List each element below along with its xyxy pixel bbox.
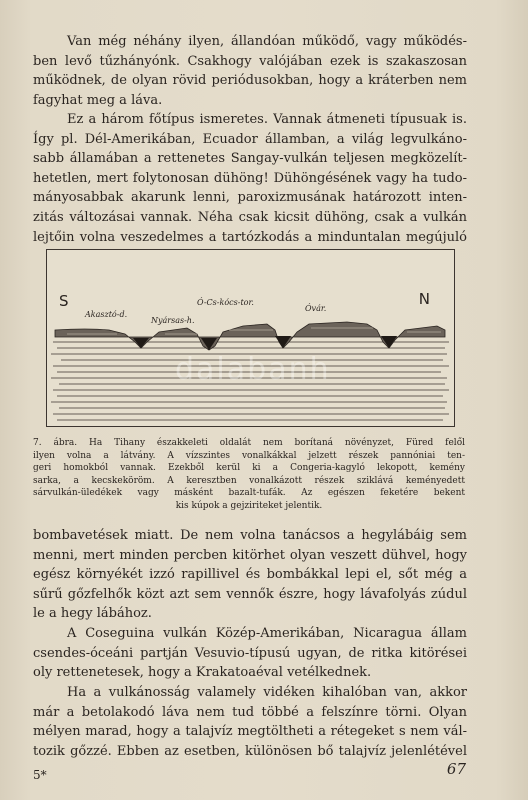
text-line: Ez a három főtípus ismeretes. Vannak átmeneti típusuak is. <box>67 112 467 127</box>
text-line: le a hegy lábához. <box>33 606 152 622</box>
signature-mark: 5* <box>33 768 47 782</box>
text-line: fagyhat meg a láva. <box>33 92 163 108</box>
figure-label-south: S <box>59 292 69 310</box>
caption-line: geri homokból vannak. Ezekből kerül ki a Congeria-kagyló lekopott, kemény <box>33 463 465 474</box>
text-line: A Coseguina vulkán Közép-Amerikában, Nicaragua állam <box>67 626 467 641</box>
tihany-cross-section-drawing <box>47 250 454 426</box>
text-line: oly rettenetesek, hogy a Krakatoaéval vetélkednek. <box>33 665 372 681</box>
paragraph-4 <box>33 624 467 683</box>
text-line: Van még néhány ilyen, állandóan működő, vagy működés- <box>67 34 467 49</box>
caption-line: kis kúpok a gejziriteket jelentik. <box>175 500 323 511</box>
watermark: dalabanh <box>175 352 331 387</box>
figure-tihany-profile <box>46 249 455 427</box>
figure-place-name: Akasztó-d. <box>85 310 128 319</box>
paragraph-2 <box>33 110 467 247</box>
text-line: tozik gőzzé. Ebben az esetben, különösen bő talajvíz jelenlétével <box>33 743 467 759</box>
caption-line: sarka, a kecskeköröm. A keresztben vonalkázott részek sziklává keményedett <box>33 475 465 486</box>
figure-caption <box>33 437 465 513</box>
figure-place-name: Nyársas-h. <box>151 316 195 325</box>
text-line: mányosabbak akarunk lenni, paroxizmusának határozott inten- <box>33 190 467 206</box>
text-line: Így pl. Dél-Amerikában, Ecuador államban, a világ legvulkáno- <box>33 131 467 147</box>
text-line: sűrű gőzfelhők közt azt sem vennők észre, hogy lávafolyás zúdul <box>33 586 467 602</box>
paragraph-5 <box>33 683 467 761</box>
caption-line: sárvulkán-üledékek vagy másként bazalt-tufák. Az egészen feketére bekent <box>33 488 465 499</box>
text-line: mélyen marad, hogy a talajvíz megtöltheti a rétegeket s nem vál- <box>33 724 467 740</box>
text-line: menni, mert minden percben kitörhet olyan veszett dühvel, hogy <box>33 547 467 563</box>
text-line: hetetlen, mert folytonosan dühöng! Dühöngésének vagy ha tudo- <box>33 170 467 186</box>
text-line: már a betolakodó láva nem tud többé a felszínre törni. Olyan <box>33 704 467 720</box>
text-line: Ha a vulkánosság valamely vidéken kihalóban van, akkor <box>67 685 467 700</box>
text-line: egész környékét izzó rapillivel és bombákkal lepi el, sőt még a <box>33 567 467 583</box>
text-line: zitás változásai vannak. Néha csak kicsit dühöng, csak a vulkán <box>33 209 467 225</box>
page-number: 67 <box>446 760 466 778</box>
text-line: lejtőin volna veszedelmes a tartózkodás a minduntalan megújuló <box>33 229 467 245</box>
text-line: sabb államában a rettenetes Sangay-vulkán teljesen megközelít- <box>33 151 467 167</box>
text-line: bombavetések miatt. De nem volna tanácsos a hegylábáig sem <box>33 528 467 543</box>
figure-label-north: N <box>418 290 430 308</box>
text-line: ben levő tűzhányónk. Csakhogy valójában ezek is szakaszosan <box>33 53 467 69</box>
text-line: csendes-óceáni partján Vesuvio-típusú ugyan, de ritka kitörései <box>33 645 467 661</box>
caption-line: ilyen volna a látvány. A vízszintes vonalkákkal jelzett részek pannóniai ten- <box>33 450 465 461</box>
text-line: működnek, de olyan rövid periódusokban, hogy a kráterben nem <box>33 73 467 89</box>
paragraph-1 <box>33 32 467 110</box>
caption-line: 7. ábra. Ha Tihany északkeleti oldalát nem borítaná növényzet, Füred felől <box>33 438 465 448</box>
figure-place-name: Ó-Cs-kócs-tor. <box>197 298 254 307</box>
figure-place-name: Óvár. <box>305 304 327 313</box>
paragraph-3 <box>33 526 467 624</box>
